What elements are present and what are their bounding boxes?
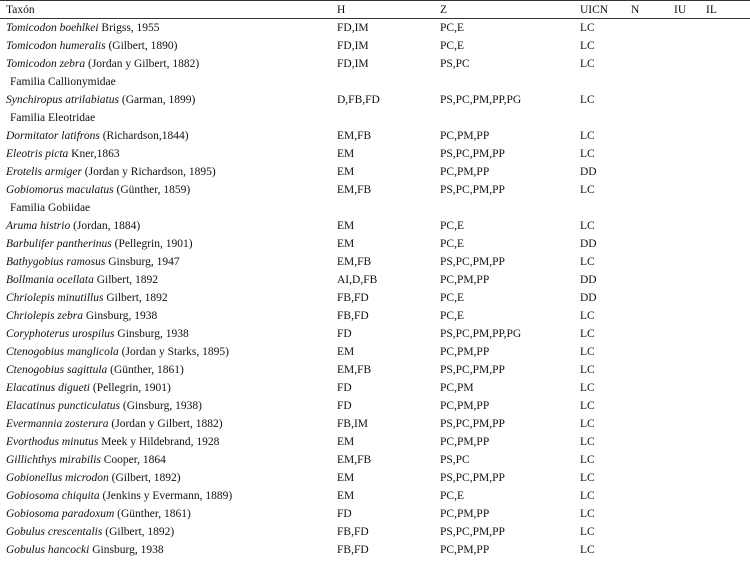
taxon-cell	[6, 469, 181, 487]
zone-cell: PS,PC,PM,PP	[440, 148, 505, 160]
species-authority: (Richardson,1844)	[99, 130, 189, 142]
species-name: Tomicodon zebra	[6, 58, 86, 70]
habitat-cell: EM	[337, 436, 355, 448]
table-row	[0, 469, 750, 487]
habitat-cell: FD	[337, 400, 352, 412]
zone-cell: PC,PM,PP	[440, 544, 490, 556]
table-row	[0, 37, 750, 55]
uicn-cell: LC	[580, 310, 595, 322]
habitat-cell: FB,FD	[337, 310, 369, 322]
table-row	[0, 505, 750, 523]
species-name: Elacatinus puncticulatus	[6, 400, 121, 412]
habitat-cell: FB,FD	[337, 526, 369, 538]
table-row	[0, 19, 750, 37]
taxon-cell	[6, 91, 195, 109]
family-label: Familia Gobiidae	[10, 202, 91, 214]
uicn-cell: LC	[580, 220, 595, 232]
family-label: Familia Eleotridae	[10, 112, 96, 124]
habitat-cell: EM	[337, 238, 355, 250]
table-header-row	[0, 1, 750, 19]
family-label: Familia Callionymidae	[10, 76, 116, 88]
taxon-cell	[6, 397, 202, 415]
uicn-cell: LC	[580, 490, 595, 502]
zone-cell: PS,PC,PM,PP,PG	[440, 328, 522, 340]
table-row	[0, 523, 750, 541]
uicn-cell: LC	[580, 40, 595, 52]
uicn-cell: LC	[580, 526, 595, 538]
species-name: Barbulifer pantherinus	[6, 238, 112, 250]
species-name: Evermannia zosterura	[6, 418, 109, 430]
table-row	[0, 55, 750, 73]
uicn-cell: LC	[580, 346, 595, 358]
table-row	[0, 217, 750, 235]
zone-cell: PS,PC,PM,PP	[440, 256, 505, 268]
species-name: Gobiosoma paradoxum	[6, 508, 115, 520]
zone-cell: PC,PM,PP	[440, 400, 490, 412]
uicn-cell: LC	[580, 418, 595, 430]
taxon-cell	[6, 433, 219, 451]
table-row	[0, 235, 750, 253]
species-authority: (Gilbert, 1892)	[102, 526, 175, 538]
zone-cell: PC,PM,PP	[440, 436, 490, 448]
species-authority: (Jordan y Gilbert, 1882)	[85, 58, 200, 70]
species-name: Erotelis armiger	[6, 166, 82, 178]
header-taxon: Taxón	[6, 4, 35, 16]
species-name: Chriolepis zebra	[6, 310, 83, 322]
uicn-cell: LC	[580, 364, 595, 376]
species-authority: Ginsburg, 1938	[114, 328, 189, 340]
table-row	[0, 415, 750, 433]
table-row	[0, 361, 750, 379]
table-row	[0, 163, 750, 181]
zone-cell: PC,PM,PP	[440, 274, 490, 286]
species-authority: Cooper, 1864	[100, 454, 166, 466]
table-row	[0, 433, 750, 451]
taxon-cell	[6, 505, 191, 523]
taxon-cell	[6, 217, 140, 235]
habitat-cell: FD,IM	[337, 58, 369, 70]
species-name: Bathygobius ramosus	[6, 256, 106, 268]
header-uicn: UICN	[580, 4, 609, 16]
uicn-cell: LC	[580, 436, 595, 448]
family-row	[0, 199, 750, 217]
header-iu: IU	[674, 4, 687, 16]
taxon-cell	[6, 163, 216, 181]
species-authority: (Jordan y Richardson, 1895)	[81, 166, 216, 178]
species-authority: (Jenkins y Evermann, 1889)	[99, 490, 233, 502]
family-row	[0, 109, 750, 127]
uicn-cell: LC	[580, 544, 595, 556]
taxon-cell	[6, 145, 120, 163]
habitat-cell: EM	[337, 220, 355, 232]
zone-cell: PS,PC,PM,PP,PG	[440, 94, 522, 106]
species-name: Aruma histrio	[6, 220, 71, 232]
species-authority: (Jordan, 1884)	[70, 220, 141, 232]
habitat-cell: FB,FD	[337, 292, 369, 304]
habitat-cell: EM,FB	[337, 364, 372, 376]
habitat-cell: FD	[337, 382, 352, 394]
taxon-cell	[6, 289, 168, 307]
species-authority: (Pellegrin, 1901)	[111, 238, 193, 250]
uicn-cell: LC	[580, 22, 595, 34]
taxon-cell	[6, 181, 190, 199]
habitat-cell: EM	[337, 346, 355, 358]
taxon-cell	[6, 253, 180, 271]
table-row	[0, 451, 750, 469]
taxon-cell	[6, 307, 157, 325]
uicn-cell: DD	[580, 238, 597, 250]
species-name: Gobulus crescentalis	[6, 526, 103, 538]
species-name: Synchiropus atrilabiatus	[6, 94, 119, 106]
species-name: Coryphoterus urospilus	[6, 328, 115, 340]
zone-cell: PC,E	[440, 220, 464, 232]
table-row	[0, 397, 750, 415]
uicn-cell: LC	[580, 256, 595, 268]
habitat-cell: EM	[337, 166, 355, 178]
table-row	[0, 145, 750, 163]
taxon-cell	[6, 127, 189, 145]
table-row	[0, 343, 750, 361]
header-h: H	[337, 4, 346, 16]
family-row	[0, 73, 750, 91]
species-authority: (Garman, 1899)	[118, 94, 196, 106]
taxon-cell	[6, 235, 193, 253]
zone-cell: PC,PM,PP	[440, 346, 490, 358]
zone-cell: PC,E	[440, 238, 464, 250]
habitat-cell: EM,FB	[337, 454, 372, 466]
species-name: Eleotris picta	[6, 148, 69, 160]
zone-cell: PC,PM	[440, 382, 474, 394]
uicn-cell: LC	[580, 472, 595, 484]
zone-cell: PC,PM,PP	[440, 166, 490, 178]
species-name: Dormitator latifrons	[6, 130, 100, 142]
habitat-cell: D,FB,FD	[337, 94, 380, 106]
habitat-cell: FD,IM	[337, 40, 369, 52]
taxon-cell	[6, 379, 171, 397]
species-name: Ctenogobius manglicola	[6, 346, 119, 358]
taxon-cell	[6, 415, 223, 433]
species-name: Gobiomorus maculatus	[6, 184, 114, 196]
uicn-cell: LC	[580, 400, 595, 412]
taxon-cell	[6, 361, 184, 379]
uicn-cell: LC	[580, 94, 595, 106]
zone-cell: PC,PM,PP	[440, 130, 490, 142]
zone-cell: PS,PC	[440, 58, 470, 70]
habitat-cell: FB,IM	[337, 418, 368, 430]
species-authority: Gilbert, 1892	[103, 292, 168, 304]
taxon-cell	[6, 343, 229, 361]
table-row	[0, 253, 750, 271]
uicn-cell: DD	[580, 292, 597, 304]
species-authority: (Jordan y Starks, 1895)	[118, 346, 229, 358]
zone-cell: PC,E	[440, 310, 464, 322]
header-n: N	[631, 4, 640, 16]
table-row	[0, 91, 750, 109]
habitat-cell: EM,FB	[337, 130, 372, 142]
species-name: Evorthodus minutus	[6, 436, 99, 448]
table-row	[0, 307, 750, 325]
habitat-cell: AI,D,FB	[337, 274, 378, 286]
zone-cell: PS,PC,PM,PP	[440, 184, 505, 196]
header-z: Z	[440, 4, 448, 16]
species-name: Gobionellus microdon	[6, 472, 109, 484]
species-name: Bollmania ocellata	[6, 274, 94, 286]
taxon-cell	[6, 55, 199, 73]
habitat-cell: EM,FB	[337, 256, 372, 268]
species-name: Chriolepis minutillus	[6, 292, 104, 304]
habitat-cell: FD,IM	[337, 22, 369, 34]
species-authority: (Günther, 1859)	[113, 184, 191, 196]
habitat-cell: EM	[337, 472, 355, 484]
species-name: Elacatinus digueti	[6, 382, 91, 394]
taxon-cell	[6, 487, 232, 505]
header-il: IL	[706, 4, 717, 16]
habitat-cell: EM	[337, 490, 355, 502]
species-authority: Gilbert, 1892	[93, 274, 159, 286]
uicn-cell: LC	[580, 454, 595, 466]
zone-cell: PS,PC,PM,PP	[440, 418, 505, 430]
taxon-cell	[6, 325, 189, 343]
zone-cell: PS,PC,PM,PP	[440, 526, 505, 538]
taxon-cell	[6, 541, 164, 559]
table-row	[0, 379, 750, 397]
uicn-cell: DD	[580, 274, 597, 286]
table-row	[0, 289, 750, 307]
species-name: Gobiosoma chiquita	[6, 490, 100, 502]
species-name: Tomicodon boehlkei	[6, 22, 99, 34]
habitat-cell: EM	[337, 148, 355, 160]
species-authority: (Jordan y Gilbert, 1882)	[108, 418, 223, 430]
taxon-cell	[6, 271, 158, 289]
zone-cell: PC,E	[440, 22, 464, 34]
table-row	[0, 271, 750, 289]
species-authority: (Gilbert, 1892)	[108, 472, 181, 484]
species-authority: Ginsburg, 1947	[105, 256, 180, 268]
habitat-cell: FB,FD	[337, 544, 369, 556]
zone-cell: PS,PC,PM,PP	[440, 364, 505, 376]
habitat-cell: FD	[337, 508, 352, 520]
uicn-cell: LC	[580, 58, 595, 70]
zone-cell: PC,E	[440, 490, 464, 502]
species-authority: (Günther, 1861)	[107, 364, 184, 376]
table-row	[0, 127, 750, 145]
habitat-cell: FD	[337, 328, 352, 340]
zone-cell: PC,PM,PP	[440, 508, 490, 520]
uicn-cell: LC	[580, 148, 595, 160]
uicn-cell: LC	[580, 382, 595, 394]
uicn-cell: LC	[580, 184, 595, 196]
species-authority: Ginsburg, 1938	[89, 544, 164, 556]
taxon-cell	[6, 523, 174, 541]
species-authority: Meek y Hildebrand, 1928	[98, 436, 220, 448]
species-authority: Brigss, 1955	[98, 22, 160, 34]
taxon-cell	[6, 37, 177, 55]
species-name: Ctenogobius sagittula	[6, 364, 108, 376]
table-row	[0, 325, 750, 343]
zone-cell: PS,PC	[440, 454, 470, 466]
habitat-cell: EM,FB	[337, 184, 372, 196]
species-authority: (Gilbert, 1890)	[105, 40, 178, 52]
species-name: Gobulus hancocki	[6, 544, 90, 556]
species-authority: (Günther, 1861)	[114, 508, 191, 520]
table-row	[0, 541, 750, 559]
species-name: Gillichthys mirabilis	[6, 454, 101, 466]
table-row	[0, 487, 750, 505]
species-authority: (Pellegrin, 1901)	[90, 382, 171, 394]
zone-cell: PS,PC,PM,PP	[440, 472, 505, 484]
species-authority: Kner,1863	[68, 148, 120, 160]
zone-cell: PC,E	[440, 40, 464, 52]
uicn-cell: LC	[580, 130, 595, 142]
species-name: Tomicodon humeralis	[6, 40, 106, 52]
taxon-cell	[6, 19, 160, 37]
zone-cell: PC,E	[440, 292, 464, 304]
table-row	[0, 181, 750, 199]
taxon-cell	[6, 451, 166, 469]
species-authority: (Ginsburg, 1938)	[120, 400, 202, 412]
uicn-cell: DD	[580, 166, 597, 178]
species-authority: Ginsburg, 1938	[83, 310, 158, 322]
uicn-cell: LC	[580, 328, 595, 340]
uicn-cell: LC	[580, 508, 595, 520]
